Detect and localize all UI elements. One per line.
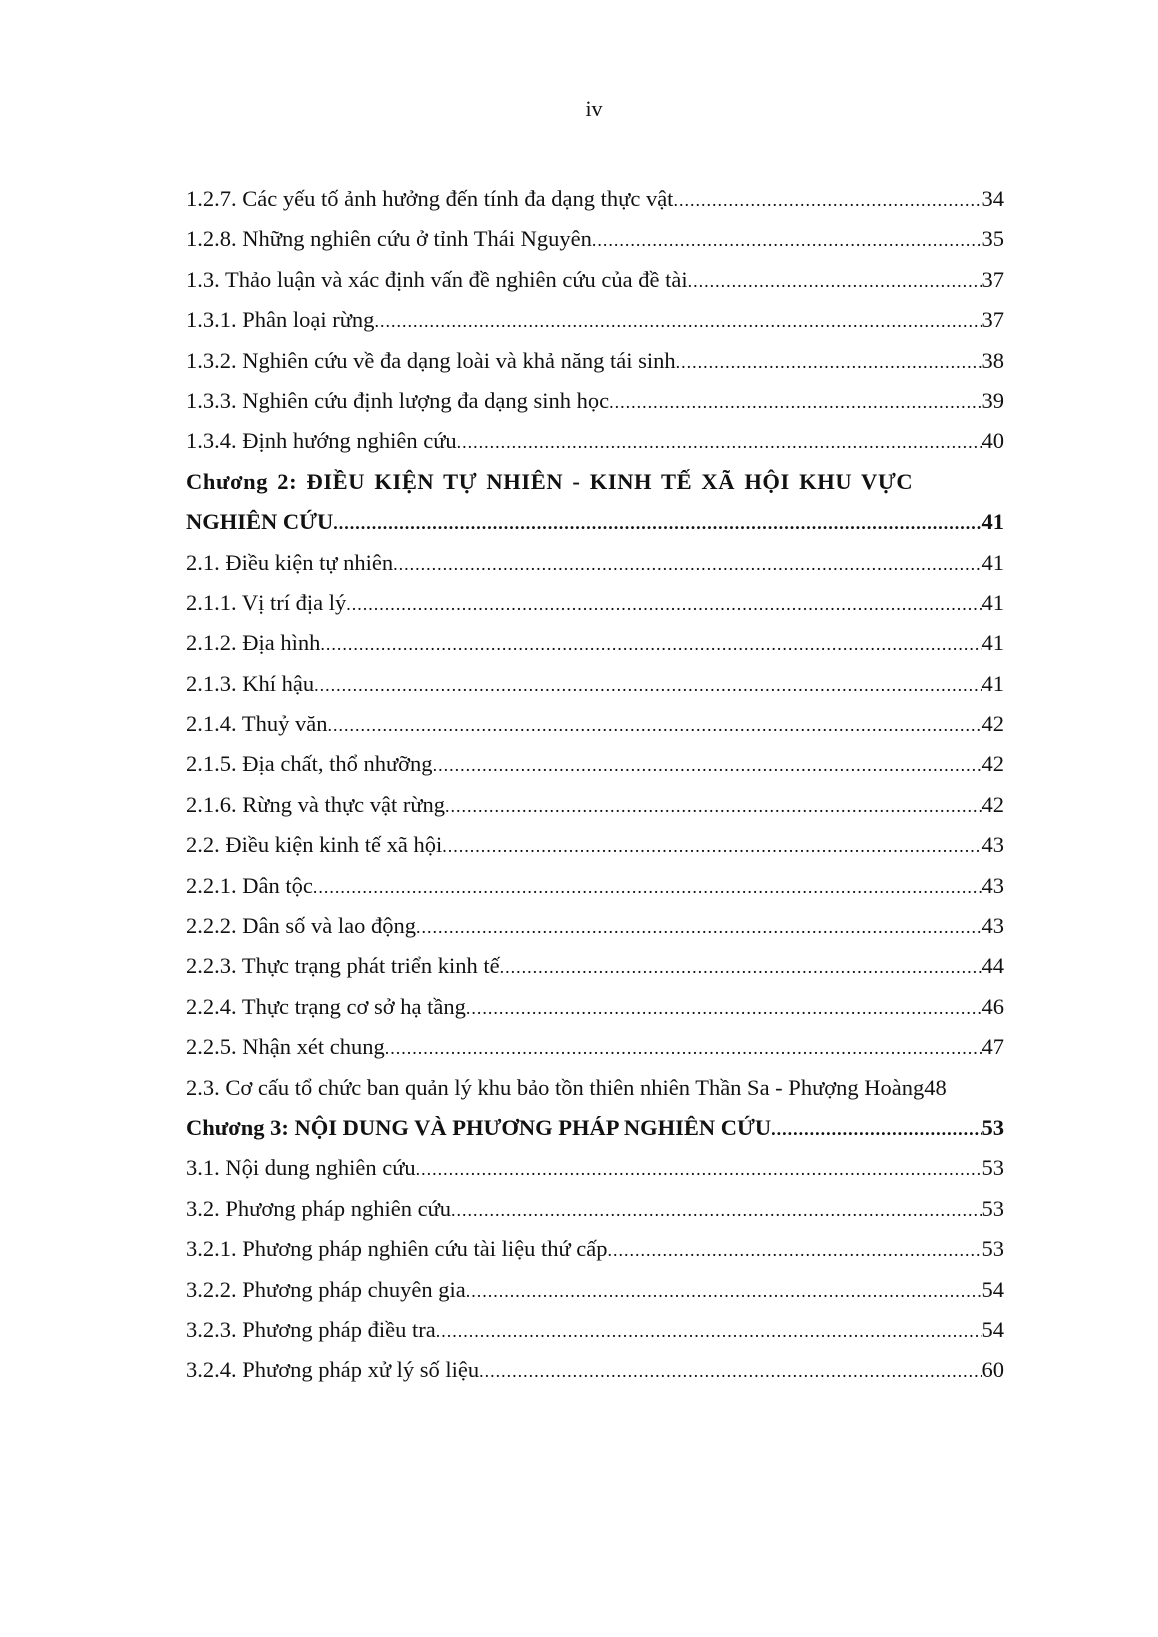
dot-leader (333, 508, 981, 538)
toc-entry-page: 41 (981, 549, 1004, 575)
toc-entry-page: 43 (981, 872, 1004, 898)
toc-entry-page: 42 (981, 751, 1004, 777)
toc-entry-title: 2.1.4. Thuỷ văn (186, 711, 328, 737)
toc-entry[interactable] (186, 1275, 1004, 1315)
dot-leader (592, 225, 982, 255)
dot-leader (609, 387, 981, 417)
toc-entry-title: 2.2.5. Nhận xét chung (186, 1034, 385, 1060)
toc-entry[interactable] (186, 709, 1004, 749)
toc-entry[interactable] (186, 386, 1004, 426)
toc-entry-page: 54 (981, 1276, 1004, 1302)
toc-entry-title: 2.2. Điều kiện kinh tế xã hội (186, 832, 443, 858)
toc-entry-title: Chương 3: NỘI DUNG VÀ PHƯƠNG PHÁP NGHIÊN CỨU (186, 1114, 772, 1140)
toc-entry-page: 43 (981, 832, 1004, 858)
dot-leader (320, 629, 981, 659)
toc-entry[interactable] (186, 467, 1004, 507)
dot-leader (416, 1154, 982, 1184)
dot-leader (466, 993, 982, 1023)
toc-entry[interactable] (186, 548, 1004, 588)
toc-entry[interactable] (186, 1194, 1004, 1234)
toc-entry[interactable] (186, 305, 1004, 345)
toc-entry[interactable] (186, 588, 1004, 628)
toc-entry-page: 40 (981, 428, 1004, 454)
toc-entry-title: 2.3. Cơ cấu tổ chức ban quản lý khu bảo tồn thiên nhiên Thần Sa - Phượng Hoàng (186, 1074, 925, 1100)
toc-entry-page: 37 (981, 266, 1004, 292)
toc-entry-title: 2.1.3. Khí hậu (186, 670, 315, 696)
dot-leader (457, 427, 982, 457)
dot-leader (442, 831, 981, 861)
dot-leader (436, 1316, 982, 1346)
toc-entry[interactable] (186, 1355, 1004, 1395)
toc-entry[interactable] (186, 830, 1004, 870)
toc-entry-page: 44 (981, 953, 1004, 979)
toc-entry-title: 3.2. Phương pháp nghiên cứu (186, 1195, 452, 1221)
dot-leader (346, 589, 981, 619)
dot-leader (608, 1235, 982, 1265)
dot-leader (445, 791, 981, 821)
toc-entry[interactable] (186, 669, 1004, 709)
toc-entry-title: 2.1.5. Địa chất, thổ nhưỡng (186, 751, 433, 777)
toc-entry[interactable] (186, 265, 1004, 305)
toc-entry[interactable] (186, 1234, 1004, 1274)
toc-entry-title: 1.2.7. Các yếu tố ảnh hưởng đến tính đa dạng thực vật (186, 186, 674, 211)
toc-entry-page: 41 (981, 670, 1004, 696)
toc-entry-page: 47 (981, 1034, 1004, 1060)
dot-leader (374, 306, 981, 336)
toc-entry[interactable] (186, 992, 1004, 1032)
toc-entry-title: 3.2.3. Phương pháp điều tra (186, 1316, 436, 1342)
toc-entry-page: 48 (924, 1074, 947, 1100)
toc-entry[interactable] (186, 1032, 1004, 1072)
toc-entry-title: 1.3.2. Nghiên cứu về đa dạng loài và khả năng tái sinh (186, 347, 676, 373)
toc-entry-page: 41 (981, 630, 1004, 656)
dot-leader (500, 952, 982, 982)
toc-entry[interactable] (186, 790, 1004, 830)
toc-entry[interactable] (186, 1153, 1004, 1193)
toc-entry-title: 3.2.1. Phương pháp nghiên cứu tài liệu thứ cấp (186, 1236, 608, 1262)
toc-entry[interactable] (186, 224, 1004, 264)
dot-leader (466, 1276, 982, 1306)
toc-entry-title: NGHIÊN CỨU (186, 509, 334, 535)
toc-entry-title: 2.2.4. Thực trạng cơ sở hạ tầng (186, 993, 466, 1019)
toc-entry-page: 35 (981, 226, 1004, 252)
toc-entry-page: 53 (981, 1236, 1004, 1262)
dot-leader (451, 1195, 981, 1225)
toc-entry[interactable] (186, 749, 1004, 789)
table-of-contents (186, 184, 1004, 1396)
toc-entry-page: 54 (981, 1316, 1004, 1342)
toc-entry-page: 46 (981, 993, 1004, 1019)
toc-entry-title: 1.3.3. Nghiên cứu định lượng đa dạng sinh học (186, 387, 610, 413)
toc-entry[interactable] (186, 871, 1004, 911)
toc-entry[interactable] (186, 1315, 1004, 1355)
toc-entry[interactable] (186, 628, 1004, 668)
toc-entry-title: 2.1.6. Rừng và thực vật rừng (186, 791, 446, 817)
dot-leader (673, 185, 981, 215)
toc-entry-title: 1.3.1. Phân loại rừng (186, 307, 375, 333)
dot-leader (393, 549, 981, 579)
toc-entry-title: 3.1. Nội dung nghiên cứu (186, 1155, 416, 1181)
dot-leader (314, 670, 981, 700)
toc-entry-title: 2.1.1. Vị trí địa lý (186, 589, 347, 615)
toc-entry-title: 2.1.2. Địa hình (186, 630, 321, 656)
toc-entry-title: 1.3. Thảo luận và xác định vấn đề nghiên cứu của đề tài (186, 266, 688, 292)
toc-entry-page: 39 (981, 387, 1004, 413)
toc-entry-title: 2.1. Điều kiện tự nhiên (186, 549, 394, 575)
toc-entry[interactable] (186, 951, 1004, 991)
toc-entry-page: 53 (981, 1195, 1004, 1221)
toc-entry[interactable] (186, 346, 1004, 386)
toc-entry-title: Chương 2: ĐIỀU KIỆN TỰ NHIÊN - KINH TẾ XÃ HỘI KHU VỰC (186, 468, 914, 494)
dot-leader (313, 872, 982, 902)
toc-entry-page: 53 (981, 1114, 1004, 1140)
toc-entry-page: 37 (981, 307, 1004, 333)
toc-entry[interactable] (186, 184, 1004, 224)
toc-entry[interactable] (186, 1113, 1004, 1153)
toc-entry-title: 2.2.1. Dân tộc (186, 872, 313, 898)
toc-entry-title: 1.2.8. Những nghiên cứu ở tỉnh Thái Nguyên (186, 226, 592, 252)
toc-entry-page: 41 (981, 589, 1004, 615)
toc-entry[interactable] (186, 911, 1004, 951)
toc-entry-page: 60 (981, 1357, 1004, 1383)
toc-entry-page: 43 (981, 913, 1004, 939)
page-number: iv (585, 96, 603, 121)
toc-entry-title: 3.2.2. Phương pháp chuyên gia (186, 1276, 466, 1302)
toc-entry-page: 41 (981, 509, 1004, 535)
toc-entry-title: 1.3.4. Định hướng nghiên cứu (186, 428, 457, 454)
dot-leader (688, 266, 982, 296)
dot-leader (676, 347, 982, 377)
toc-entry[interactable] (186, 426, 1004, 466)
dot-leader (327, 710, 981, 740)
toc-entry-title: 3.2.4. Phương pháp xử lý số liệu (186, 1357, 480, 1383)
dot-leader (385, 1033, 982, 1063)
toc-entry-page: 34 (981, 186, 1004, 211)
toc-entry-page: 42 (981, 711, 1004, 737)
toc-entry-page: 53 (981, 1155, 1004, 1181)
toc-entry-page: 42 (981, 791, 1004, 817)
dot-leader (479, 1356, 981, 1386)
toc-entry-page: 38 (981, 347, 1004, 373)
dot-leader (433, 750, 982, 780)
toc-entry-title: 2.2.2. Dân số và lao động (186, 913, 416, 939)
toc-entry[interactable] (186, 507, 1004, 547)
toc-entry[interactable] (186, 1073, 1004, 1113)
dot-leader (771, 1114, 981, 1144)
dot-leader (416, 912, 982, 942)
toc-entry-title: 2.2.3. Thực trạng phát triển kinh tế (186, 953, 500, 979)
